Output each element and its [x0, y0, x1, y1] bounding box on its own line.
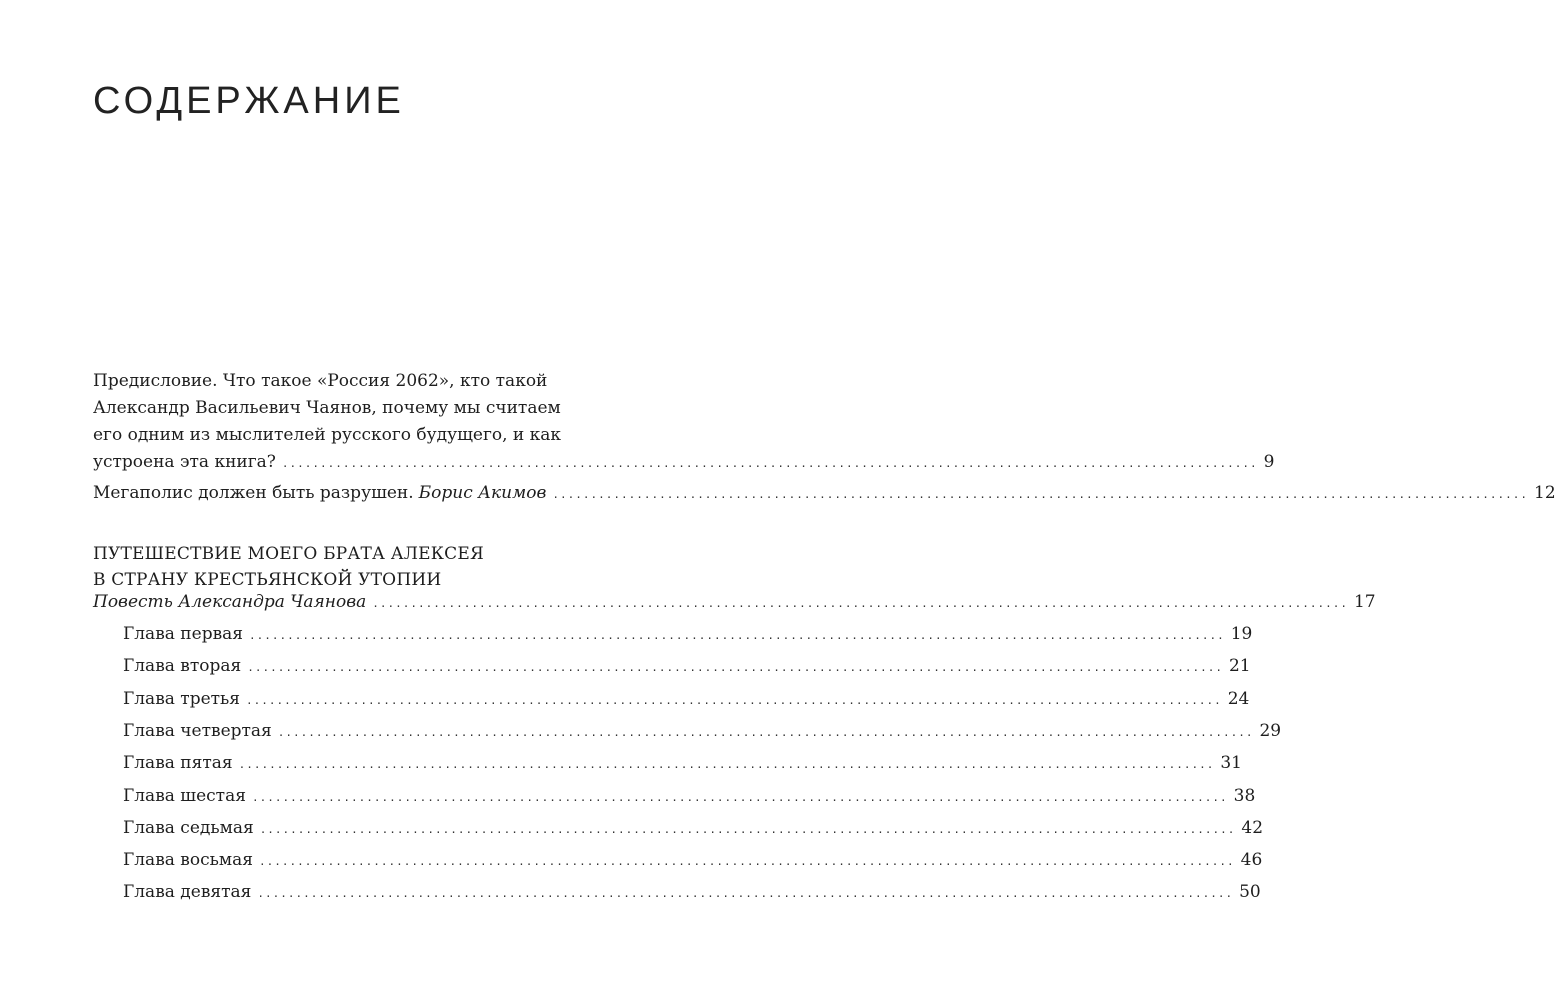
- chapter-label: Глава шестая: [123, 786, 246, 806]
- toc-chapter-4[interactable]: [123, 718, 1282, 746]
- toc-chapter-9[interactable]: [123, 879, 1261, 907]
- page-number: 38: [1233, 786, 1256, 806]
- leader-dots: ................................................................................................................................: [281, 457, 1258, 470]
- toc-entry-preface[interactable]: [93, 368, 601, 449]
- preface-line: устроена эта книга?: [93, 452, 276, 472]
- preface-line: Предисловие. Что такое «Россия 2062», кто такой: [93, 371, 548, 391]
- page-title: СОДЕРЖАНИЕ: [93, 80, 405, 122]
- toc-chapter-8[interactable]: [123, 847, 1263, 875]
- page-number: 12: [1534, 483, 1556, 503]
- leader-dots: ................................................................................................................................: [238, 758, 1215, 771]
- leader-dots: ................................................................................................................................: [277, 726, 1254, 739]
- leader-dots: ................................................................................................................................: [372, 597, 1348, 610]
- toc-entry-preface-last-line[interactable]: [93, 449, 1275, 477]
- leader-dots: ................................................................................................................................: [251, 791, 1228, 804]
- entry-author: Борис Акимов: [418, 483, 547, 503]
- preface-line: Александр Васильевич Чаянов, почему мы считаем: [93, 398, 561, 418]
- chapter-label: Глава четвертая: [123, 721, 272, 741]
- chapter-label: Глава первая: [123, 624, 244, 644]
- toc-entry-megapolis[interactable]: [93, 480, 1556, 508]
- leader-dots: ................................................................................................................................: [246, 694, 1222, 707]
- chapter-label: Глава третья: [123, 689, 241, 709]
- toc-chapter-5[interactable]: [123, 750, 1242, 778]
- preface-line: его одним из мыслителей русского будущего, и как: [93, 425, 562, 445]
- page-number: 9: [1263, 452, 1275, 472]
- leader-dots: ................................................................................................................................: [257, 887, 1234, 900]
- section-heading: [93, 541, 484, 593]
- page-number: 42: [1241, 818, 1264, 838]
- entry-title: Мегаполис должен быть разрушен.: [93, 483, 414, 503]
- leader-dots: ................................................................................................................................: [247, 661, 1223, 674]
- leader-dots: ................................................................................................................................: [259, 823, 1236, 836]
- toc-chapter-3[interactable]: [123, 686, 1250, 714]
- chapter-label: Глава девятая: [123, 882, 252, 902]
- page-number: 50: [1239, 882, 1261, 902]
- page-number: 24: [1227, 689, 1250, 709]
- page-number: 29: [1259, 721, 1282, 741]
- leader-dots: ................................................................................................................................: [258, 855, 1235, 868]
- entry-subtitle: Повесть Александра Чаянова: [93, 592, 367, 612]
- section-title-line: ПУТЕШЕСТВИЕ МОЕГО БРАТА АЛЕКСЕЯ: [93, 544, 484, 564]
- toc-chapter-6[interactable]: [123, 783, 1256, 811]
- leader-dots: ................................................................................................................................: [249, 629, 1225, 642]
- toc-chapter-7[interactable]: [123, 815, 1264, 843]
- chapter-label: Глава пятая: [123, 753, 233, 773]
- page-number: 46: [1240, 850, 1263, 870]
- leader-dots: ................................................................................................................................: [552, 488, 1529, 501]
- page-number: 21: [1228, 656, 1251, 676]
- page-number: 17: [1353, 592, 1376, 612]
- page-number: 31: [1220, 753, 1242, 773]
- toc-chapter-1[interactable]: [123, 621, 1253, 649]
- page-number: 19: [1230, 624, 1253, 644]
- chapter-label: Глава восьмая: [123, 850, 253, 870]
- chapter-label: Глава вторая: [123, 656, 242, 676]
- chapter-label: Глава седьмая: [123, 818, 254, 838]
- toc-chapter-2[interactable]: [123, 653, 1251, 681]
- section-title-line: В СТРАНУ КРЕСТЬЯНСКОЙ УТОПИИ: [93, 570, 442, 590]
- toc-entry-novella[interactable]: [93, 589, 1376, 617]
